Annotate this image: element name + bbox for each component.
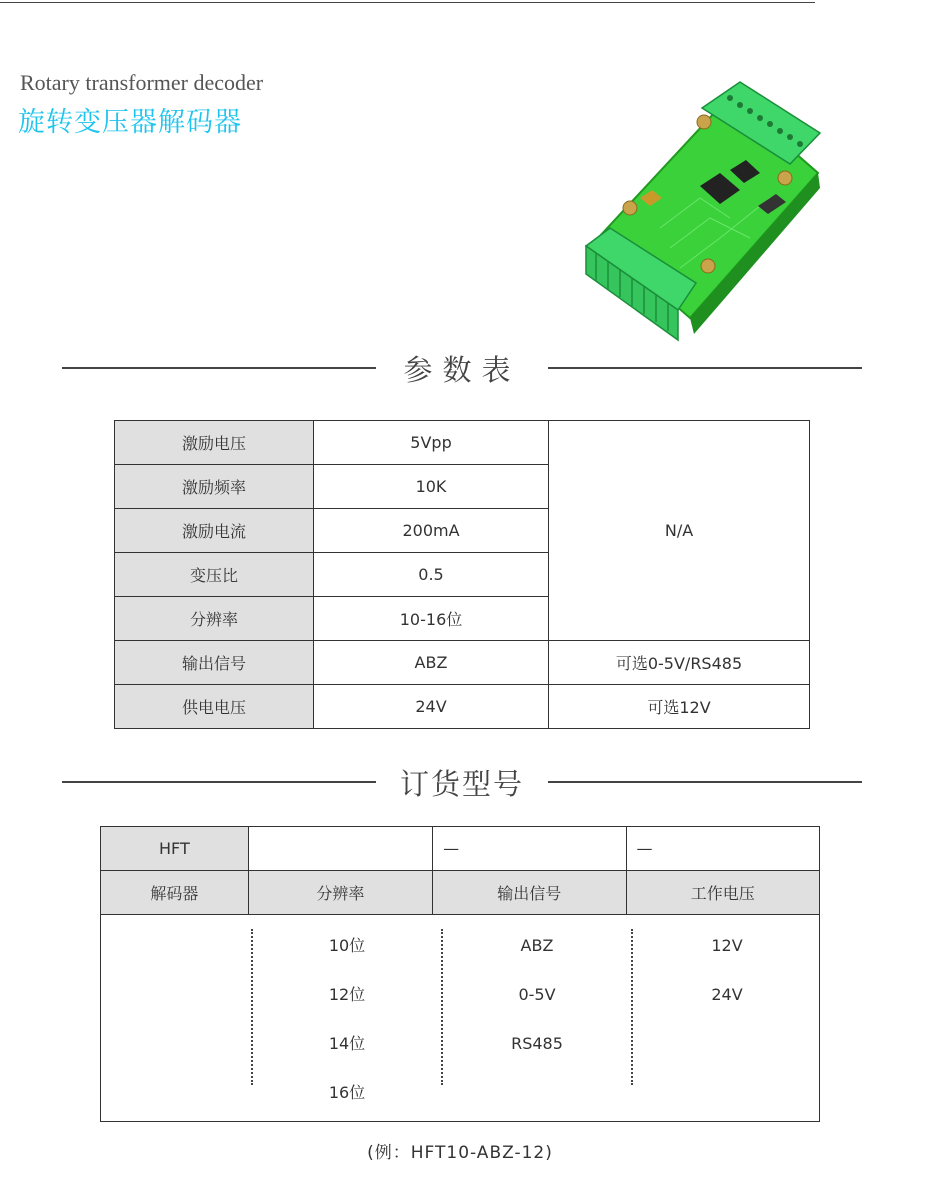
param-label: 变压比 (115, 553, 314, 597)
param-value: 24V (314, 685, 549, 729)
heading-rule-right (548, 781, 862, 783)
voltage-options (633, 915, 821, 1013)
col-header-resolution: 分辨率 (248, 871, 432, 915)
col-header-voltage: 工作电压 (626, 871, 819, 915)
param-note: 可选0-5V/RS485 (549, 641, 810, 685)
order-table (100, 826, 820, 1122)
params-heading (62, 348, 862, 388)
param-label: 分辨率 (115, 597, 314, 641)
options-row (101, 915, 820, 1122)
list-item: 10位 (328, 936, 366, 955)
code-resolution-slot (248, 827, 432, 871)
param-label: 激励频率 (115, 465, 314, 509)
param-label: 输出信号 (115, 641, 314, 685)
table-row (115, 685, 810, 729)
list-item: RS485 (511, 1034, 563, 1053)
code-voltage-slot: — (626, 827, 819, 871)
param-value: 0.5 (314, 553, 549, 597)
options-cell (101, 915, 820, 1122)
order-heading-label: 订货型号 (399, 767, 524, 801)
order-example: (例：HFT10-ABZ-12) (367, 1143, 553, 1163)
param-note: 可选12V (549, 685, 810, 729)
list-item: 14位 (328, 1034, 366, 1053)
output-options (443, 915, 631, 1062)
list-item: 0-5V (518, 985, 556, 1004)
order-heading (62, 762, 862, 802)
list-item: ABZ (520, 936, 554, 955)
param-note-merged: N/A (549, 421, 810, 641)
heading-rule-left (62, 367, 376, 369)
param-value: 200mA (314, 509, 549, 553)
col-header-output: 输出信号 (433, 871, 626, 915)
heading-rule-left (62, 781, 376, 783)
code-prefix: HFT (101, 827, 249, 871)
product-title-en: Rotary transformer decoder (20, 70, 264, 95)
param-value: ABZ (314, 641, 549, 685)
list-item: 16位 (328, 1083, 366, 1102)
list-item: 12V (711, 936, 743, 955)
col-header-decoder: 解码器 (101, 871, 249, 915)
top-rule (0, 2, 815, 3)
resolution-options (253, 915, 441, 1111)
param-label: 激励电流 (115, 509, 314, 553)
param-value: 10-16位 (314, 597, 549, 641)
params-table (114, 420, 810, 729)
list-item: 24V (711, 985, 743, 1004)
param-label: 供电电压 (115, 685, 314, 729)
product-title-cn: 旋转变压器解码器 (18, 107, 242, 138)
code-output-slot: — (433, 827, 626, 871)
header-row (101, 871, 820, 915)
param-label: 激励电压 (115, 421, 314, 465)
list-item: 12位 (328, 985, 366, 1004)
table-row (115, 641, 810, 685)
table-row (115, 421, 810, 465)
heading-rule-right (548, 367, 862, 369)
code-row (101, 827, 820, 871)
params-heading-label: 参数表 (403, 353, 521, 387)
param-value: 10K (314, 465, 549, 509)
product-board-image (580, 78, 830, 348)
param-value: 5Vpp (314, 421, 549, 465)
